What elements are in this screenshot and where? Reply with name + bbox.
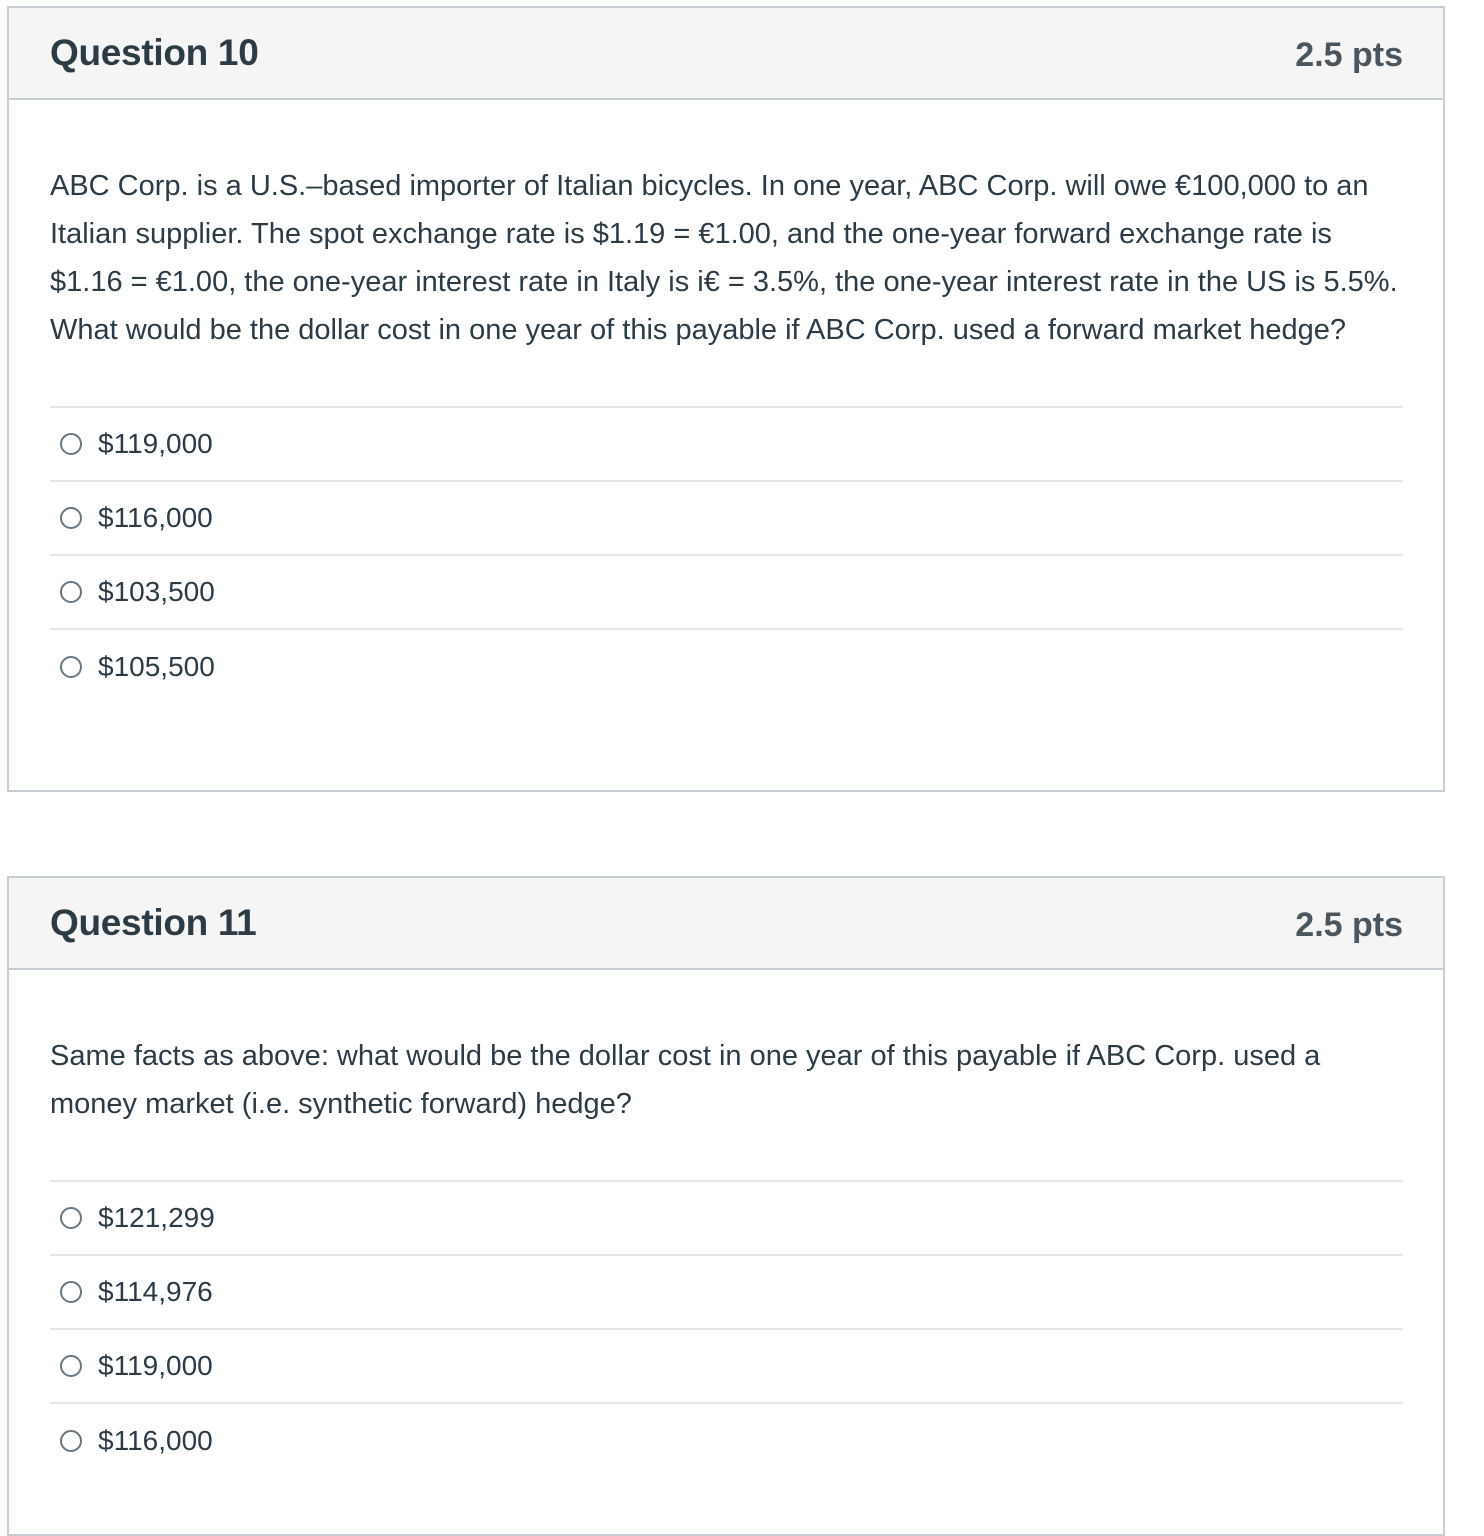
radio-button[interactable] — [60, 507, 82, 529]
answer-option[interactable] — [50, 1256, 1403, 1330]
answer-label: $119,000 — [98, 428, 213, 459]
question-body — [9, 100, 1443, 704]
answer-option[interactable] — [50, 408, 1403, 482]
answer-list — [50, 1180, 1403, 1478]
answer-label: $116,000 — [98, 502, 213, 533]
answer-list — [50, 406, 1403, 704]
question-11-card — [7, 876, 1445, 1536]
radio-button[interactable] — [60, 656, 82, 678]
radio-button[interactable] — [60, 581, 82, 603]
question-title: Question 10 — [50, 32, 259, 73]
answer-label: $116,000 — [98, 1425, 213, 1456]
radio-button[interactable] — [60, 433, 82, 455]
radio-button[interactable] — [60, 1430, 82, 1452]
answer-label: $114,976 — [98, 1276, 213, 1307]
answer-option[interactable] — [50, 556, 1403, 630]
question-title: Question 11 — [50, 902, 257, 943]
question-points: 2.5 pts — [1295, 36, 1403, 74]
answer-option[interactable] — [50, 482, 1403, 556]
answer-option[interactable] — [50, 1330, 1403, 1404]
answer-option[interactable] — [50, 630, 1403, 704]
answer-label: $105,500 — [98, 651, 215, 682]
question-text: ABC Corp. is a U.S.–based importer of Italian bicycles. In one year, ABC Corp. will owe €100,000 to an Italian supplier. The spot exchange rate is $1.19 = €1.00, and the one-year forward exchange rate is $1.16 = €1.00, the one-year interest rate in Italy is i€ = 3.5%, the one-year interest rate in the US is 5.5%. What would be the dollar cost in one year of this payable if ABC Corp. used a forward market hedge? — [50, 170, 1398, 346]
question-text: Same facts as above: what would be the dollar cost in one year of this payable if ABC Corp. used a money market (i.e. synthetic forward) hedge? — [50, 1040, 1321, 1120]
answer-label: $121,299 — [98, 1202, 215, 1233]
answer-label: $119,000 — [98, 1350, 213, 1381]
question-body — [9, 970, 1443, 1478]
answer-option[interactable] — [50, 1182, 1403, 1256]
question-points: 2.5 pts — [1295, 906, 1403, 944]
answer-option[interactable] — [50, 1404, 1403, 1478]
question-header — [9, 878, 1443, 970]
radio-button[interactable] — [60, 1207, 82, 1229]
question-10-card — [7, 6, 1445, 792]
answer-label: $103,500 — [98, 576, 215, 607]
question-header — [9, 8, 1443, 100]
radio-button[interactable] — [60, 1355, 82, 1377]
radio-button[interactable] — [60, 1281, 82, 1303]
